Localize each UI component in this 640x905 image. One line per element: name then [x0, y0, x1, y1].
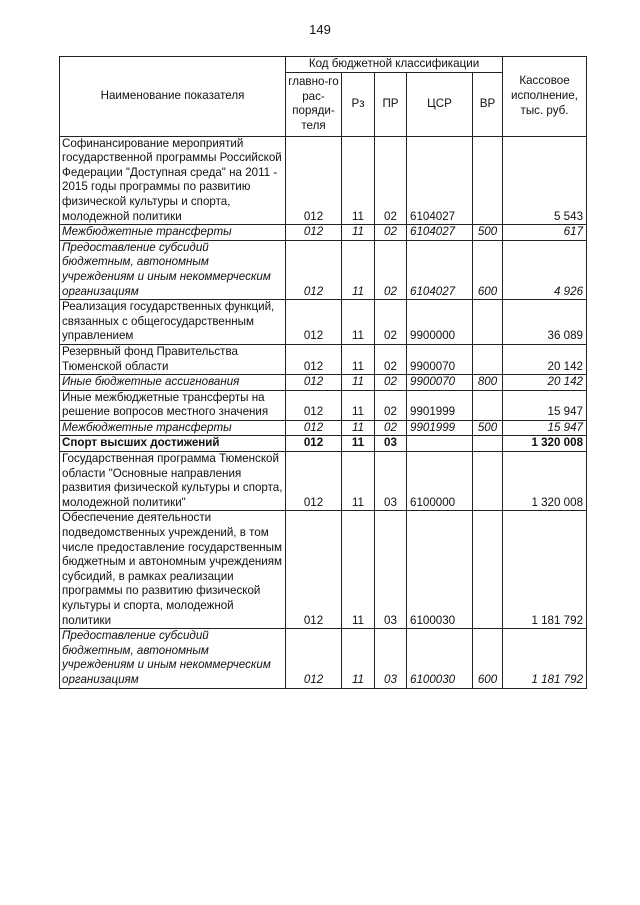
row-glav-code: 012 [286, 136, 342, 225]
header-glav: главно-го рас-поряди-теля [286, 72, 342, 136]
row-pr-code: 02 [375, 375, 407, 391]
table-row [60, 375, 587, 391]
row-rz-code: 11 [342, 136, 375, 225]
row-name: Государственная программа Тюменской области "Основные направления развития физической культуры и спорта, молодежной политики" [60, 452, 286, 511]
row-rz-code: 11 [342, 240, 375, 299]
row-csr-code: 9900070 [407, 375, 473, 391]
row-vr-code [473, 511, 503, 629]
row-csr-code: 6100030 [407, 511, 473, 629]
row-pr-code: 02 [375, 136, 407, 225]
row-glav-code: 012 [286, 420, 342, 436]
row-vr-code [473, 452, 503, 511]
row-glav-code: 012 [286, 629, 342, 688]
row-rz-code: 11 [342, 300, 375, 345]
row-glav-code: 012 [286, 452, 342, 511]
row-glav-code: 012 [286, 300, 342, 345]
row-csr-code: 9901999 [407, 420, 473, 436]
row-amount: 20 142 [503, 344, 587, 374]
header-name: Наименование показателя [60, 57, 286, 137]
row-pr-code: 02 [375, 420, 407, 436]
row-amount: 36 089 [503, 300, 587, 345]
row-amount: 20 142 [503, 375, 587, 391]
row-rz-code: 11 [342, 344, 375, 374]
row-csr-code: 6104027 [407, 225, 473, 241]
header-csr: ЦСР [407, 72, 473, 136]
header-pr: ПР [375, 72, 407, 136]
row-vr-code: 600 [473, 629, 503, 688]
row-name: Спорт высших достижений [60, 436, 286, 452]
row-amount: 4 926 [503, 240, 587, 299]
table-row [60, 390, 587, 420]
header-amount: Кассовое исполнение, тыс. руб. [503, 57, 587, 137]
row-name: Иные бюджетные ассигнования [60, 375, 286, 391]
row-glav-code: 012 [286, 390, 342, 420]
row-name: Предоставление субсидий бюджетным, автономным учреждениям и иным некоммерческим организациям [60, 629, 286, 688]
row-amount: 1 320 008 [503, 436, 587, 452]
row-pr-code: 03 [375, 511, 407, 629]
table-row [60, 240, 587, 299]
row-amount: 1 181 792 [503, 629, 587, 688]
row-csr-code: 9900000 [407, 300, 473, 345]
row-name: Межбюджетные трансферты [60, 420, 286, 436]
row-vr-code [473, 136, 503, 225]
row-amount: 15 947 [503, 390, 587, 420]
table-body [60, 136, 587, 688]
row-pr-code: 02 [375, 390, 407, 420]
table-header [60, 57, 587, 137]
row-name: Межбюджетные трансферты [60, 225, 286, 241]
table-row [60, 300, 587, 345]
row-amount: 5 543 [503, 136, 587, 225]
row-vr-code [473, 344, 503, 374]
row-rz-code: 11 [342, 436, 375, 452]
table-row [60, 436, 587, 452]
row-glav-code: 012 [286, 436, 342, 452]
row-amount: 15 947 [503, 420, 587, 436]
row-rz-code: 11 [342, 375, 375, 391]
row-pr-code: 03 [375, 629, 407, 688]
row-glav-code: 012 [286, 240, 342, 299]
row-vr-code [473, 436, 503, 452]
page-number: 149 [309, 22, 331, 37]
table-row [60, 420, 587, 436]
row-pr-code: 03 [375, 436, 407, 452]
header-vr: ВР [473, 72, 503, 136]
row-glav-code: 012 [286, 344, 342, 374]
row-pr-code: 03 [375, 452, 407, 511]
row-amount: 1 320 008 [503, 452, 587, 511]
row-rz-code: 11 [342, 420, 375, 436]
row-vr-code [473, 390, 503, 420]
table-row [60, 511, 587, 629]
row-pr-code: 02 [375, 344, 407, 374]
row-name: Софинансирование мероприятий государственной программы Российской Федерации "Доступная среда" на 2011 - 2015 годы программы по развитию физической культуры и спорта, молодежной политики [60, 136, 286, 225]
row-pr-code: 02 [375, 300, 407, 345]
row-csr-code: 6104027 [407, 136, 473, 225]
row-name: Обеспечение деятельности подведомственных учреждений, в том числе предоставление государственным бюджетным и автономным учреждениям субсидий, в рамках реализации программы по развитию физической культуры и спорта, молодежной политики [60, 511, 286, 629]
table-row [60, 452, 587, 511]
row-rz-code: 11 [342, 629, 375, 688]
row-csr-code: 6100030 [407, 629, 473, 688]
row-name: Иные межбюджетные трансферты на решение вопросов местного значения [60, 390, 286, 420]
row-rz-code: 11 [342, 511, 375, 629]
table-row [60, 225, 587, 241]
header-rz: Рз [342, 72, 375, 136]
row-glav-code: 012 [286, 225, 342, 241]
header-classification-group: Код бюджетной классификации [286, 57, 503, 73]
row-pr-code: 02 [375, 240, 407, 299]
row-csr-code: 6104027 [407, 240, 473, 299]
row-rz-code: 11 [342, 225, 375, 241]
table-row [60, 344, 587, 374]
row-vr-code: 600 [473, 240, 503, 299]
row-rz-code: 11 [342, 452, 375, 511]
row-name: Резервный фонд Правительства Тюменской области [60, 344, 286, 374]
row-vr-code: 800 [473, 375, 503, 391]
row-csr-code: 9900070 [407, 344, 473, 374]
row-csr-code: 9901999 [407, 390, 473, 420]
row-glav-code: 012 [286, 375, 342, 391]
row-name: Реализация государственных функций, связанных с общегосударственным управлением [60, 300, 286, 345]
row-rz-code: 11 [342, 390, 375, 420]
row-vr-code: 500 [473, 225, 503, 241]
table-row [60, 629, 587, 688]
row-amount: 617 [503, 225, 587, 241]
row-pr-code: 02 [375, 225, 407, 241]
row-csr-code: 6100000 [407, 452, 473, 511]
budget-table [59, 56, 587, 689]
table-row [60, 136, 587, 225]
row-vr-code [473, 300, 503, 345]
row-csr-code [407, 436, 473, 452]
row-vr-code: 500 [473, 420, 503, 436]
row-amount: 1 181 792 [503, 511, 587, 629]
row-glav-code: 012 [286, 511, 342, 629]
row-name: Предоставление субсидий бюджетным, автономным учреждениям и иным некоммерческим организациям [60, 240, 286, 299]
